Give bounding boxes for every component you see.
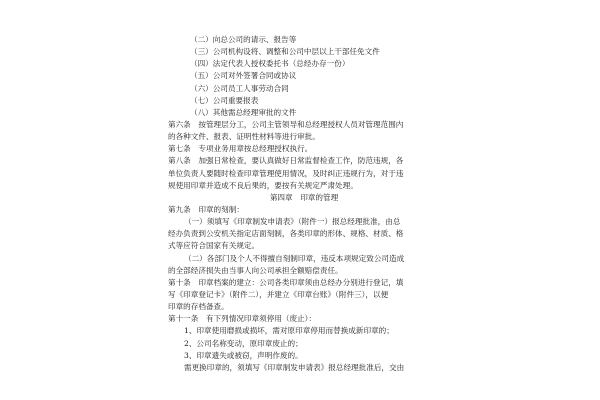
- article-8-line: 单位负责人要随时检查印章管理使用情况，及时纠正违规行为，对于违: [168, 168, 404, 178]
- article-8-line: 第八条 加强日常检查，要认真做好日常监督检查工作，防范违规，各: [168, 156, 404, 166]
- article-11-item: 3、印章遗失或被窃，声明作废的。: [184, 350, 303, 360]
- list-item: （四）法定代表人授权委托书（总经办存一份）: [190, 59, 350, 69]
- article-6-line: 第六条 按管理层分工，公司主管领导和总经理授权人员对管理范围内: [168, 119, 404, 129]
- article-9-title: 第九条 印章的刻制：: [168, 204, 244, 214]
- document-body: [168, 34, 432, 374]
- article-11-item: 2、公司名称变动，原印章废止的；: [184, 338, 303, 348]
- chapter-4-heading: 第四章 印章的管理: [269, 192, 339, 202]
- article-10-line: 印章的存档备查。: [168, 302, 229, 312]
- article-9-paragraph-2-line: （二）各部门及个人不得擅自刻制印章，违反本项规定致公司造成: [184, 253, 405, 263]
- article-9-paragraph-1-line: （一）须填写《印章制发申请表》（附件一）报总经理批准，由总: [184, 217, 401, 227]
- list-item: （六）公司员工人事劳动合同: [190, 83, 289, 93]
- closing-line: 需更换印章的，须填写《印章制发申请表》报总经理批准后，交由: [184, 362, 405, 372]
- article-6-line: 的各种文件、报表、证明性材料等进行审批。: [168, 132, 320, 142]
- list-item: （二）向总公司的请示、报告等: [190, 35, 297, 44]
- article-10-line: 写《印章登记卡》（附件二），并建立《印章台账》（附件三），以便: [168, 289, 389, 299]
- article-7: 第七条 专项业务用章按总经理授权执行。: [168, 144, 313, 154]
- article-11-item: 1、印章使用磨损或损坏，需对原印章停用而替换成新印章的；: [184, 326, 394, 336]
- article-9-paragraph-2-line: 的全部经济损失由当事人向公司承担全额赔偿责任。: [168, 265, 343, 275]
- list-item: （三）公司机构设将、调整和公司中层以上干部任免文件: [190, 47, 380, 57]
- list-item: （七）公司重要报表: [190, 95, 259, 105]
- article-9-paragraph-1-line: 经办负责到公安机关指定店面刻制，各类印章的形体、规格、材质、格: [168, 229, 404, 239]
- article-9-paragraph-1-line: 式等应符合国家有关规定。: [168, 241, 260, 251]
- list-item: （八）其他需总经理审批的文件: [190, 107, 297, 117]
- article-11-title: 第十一条 有下列情况印章须停用（废止）：: [168, 314, 317, 324]
- article-8-line: 规使用印章并造成不良后果的，要按有关规定严肃处理。: [168, 180, 358, 190]
- article-10-line: 第十条 印章档案的建立：公司各类印章须由总经办分别进行登记，填: [168, 277, 404, 287]
- list-item: （五）公司对外签署合同或协议: [190, 71, 297, 81]
